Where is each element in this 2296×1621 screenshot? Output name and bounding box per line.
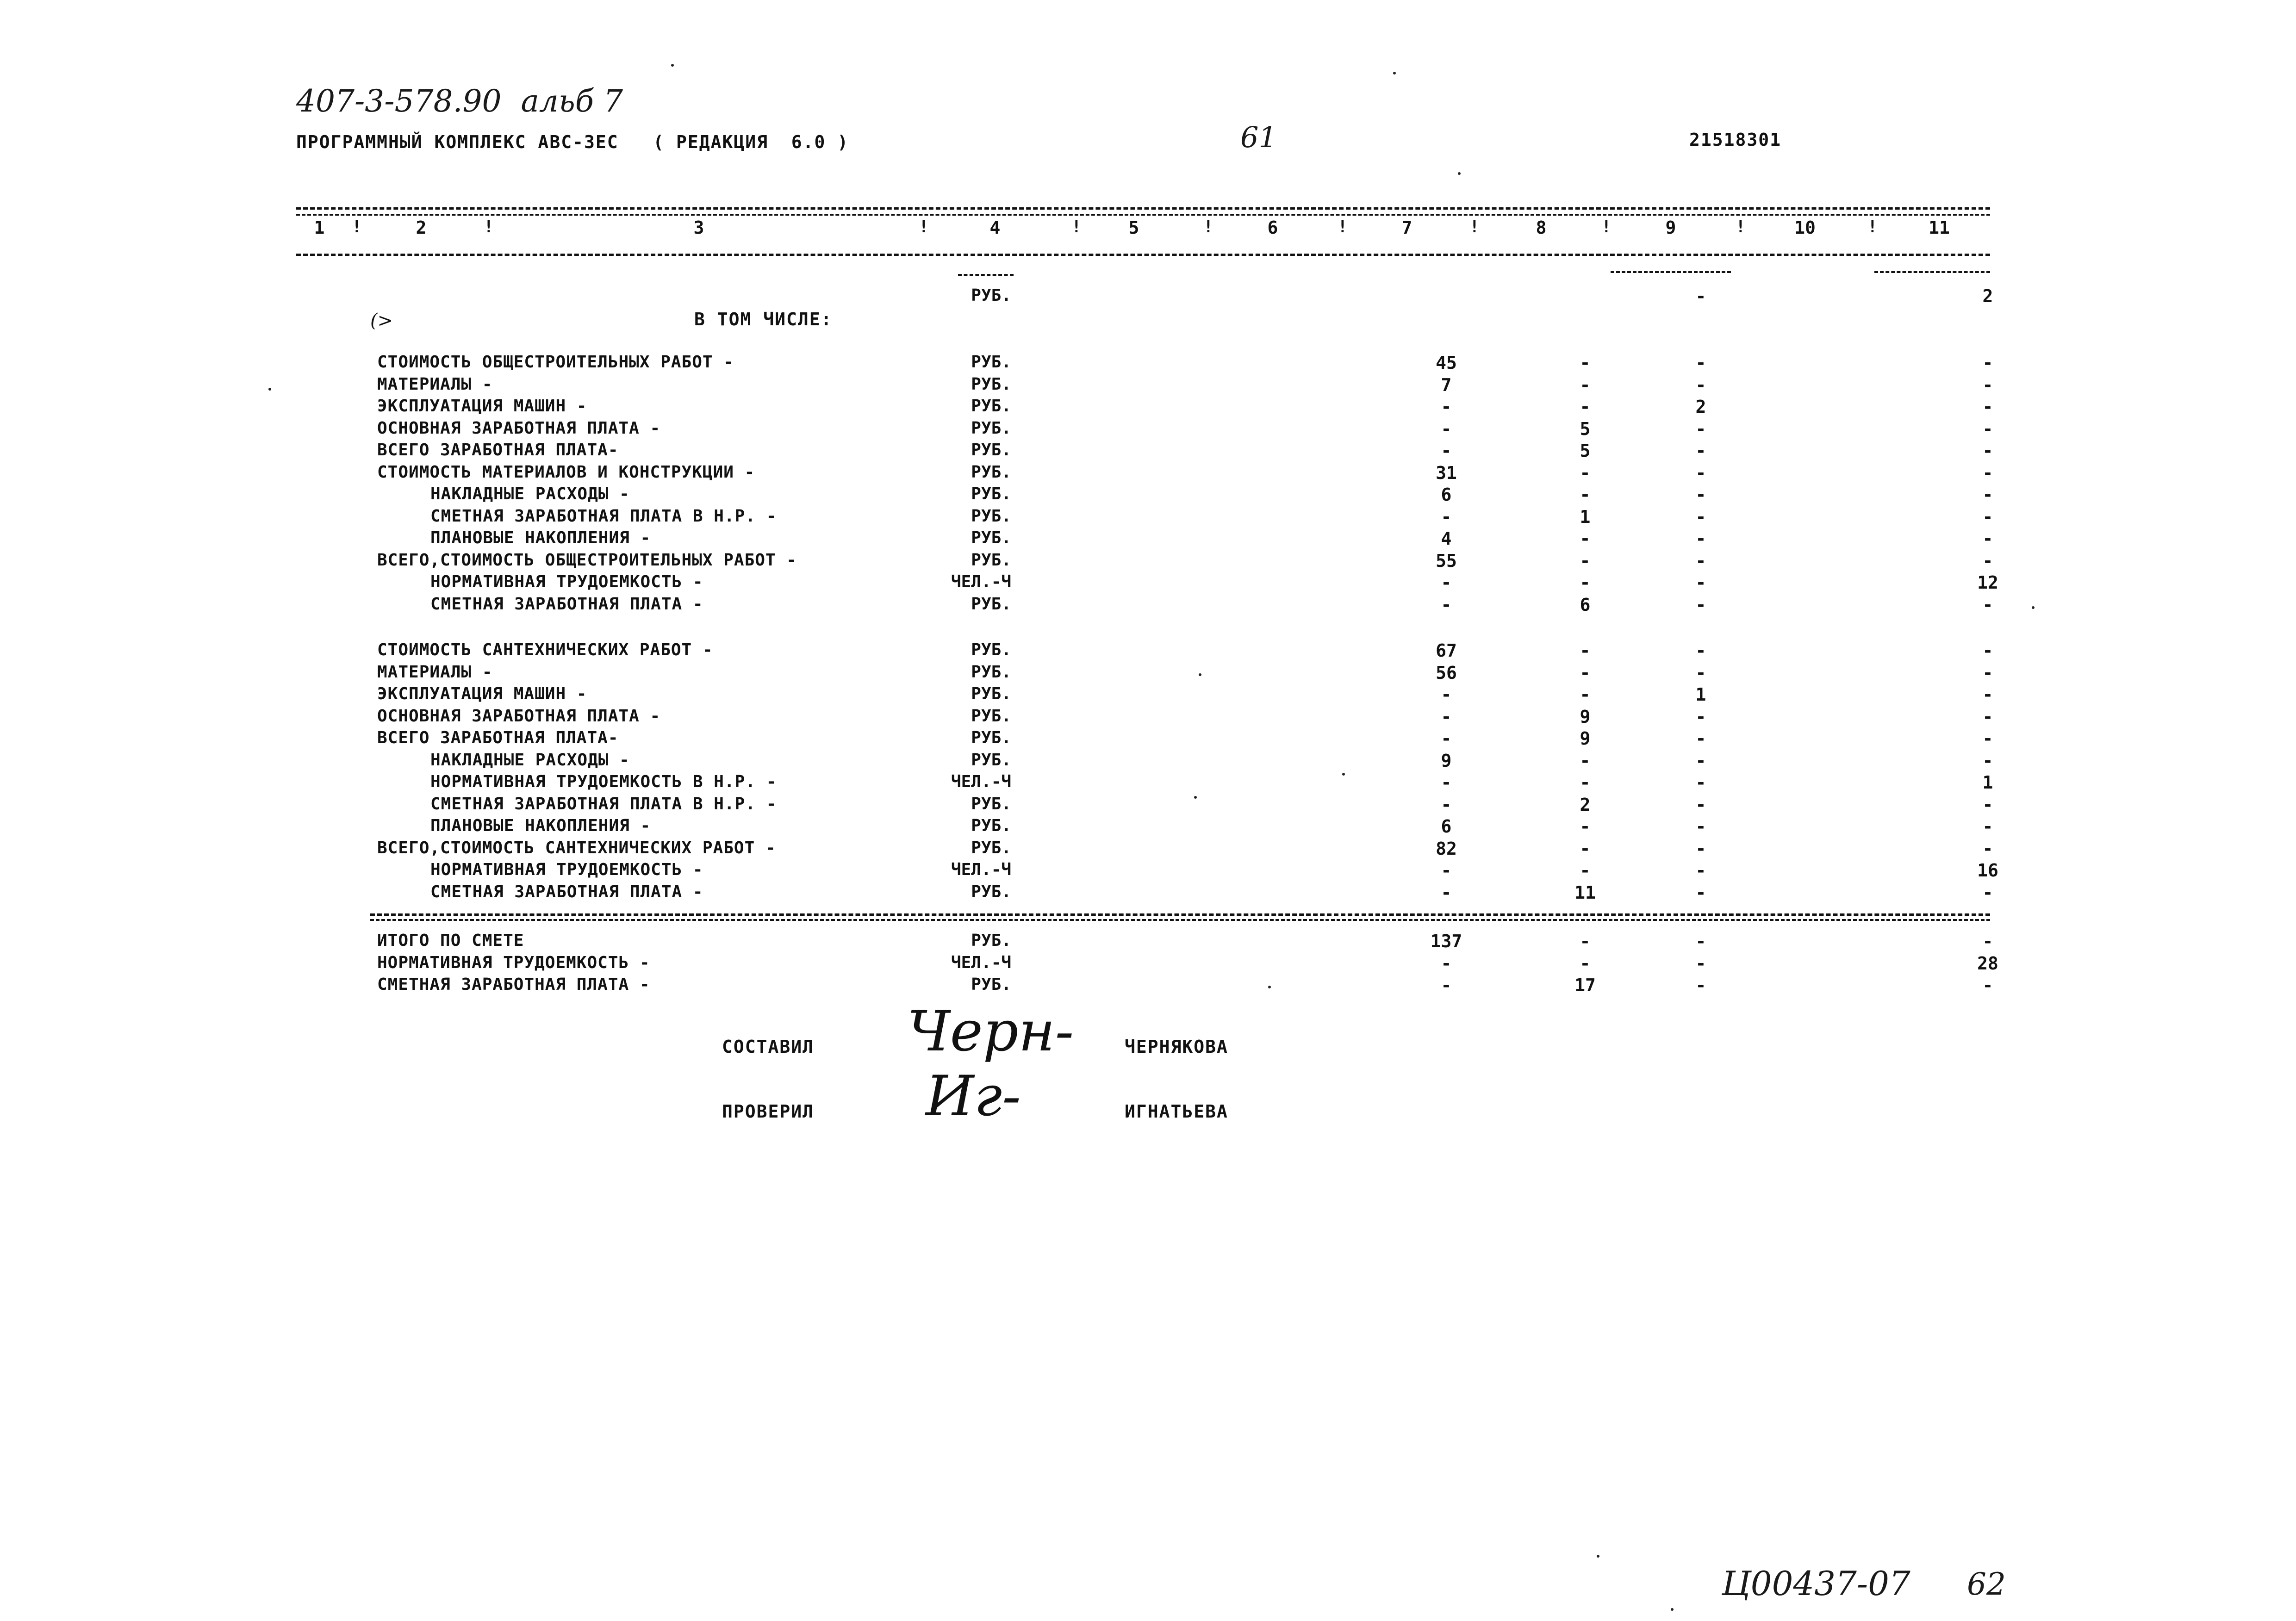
scan-speck xyxy=(1671,1608,1674,1611)
row-value-col11: 16 xyxy=(1977,860,1998,881)
row-value-col7: - xyxy=(1441,882,1452,903)
row-unit: ЧЕЛ.-Ч xyxy=(951,772,1011,791)
row-unit: РУБ. xyxy=(971,838,1011,857)
scan-speck xyxy=(1393,72,1396,75)
row-value-col8: - xyxy=(1580,484,1591,505)
in-that-number-label: В ТОМ ЧИСЛЕ: xyxy=(694,309,833,329)
handwritten-album-stamp: 407-3-578.90 альб 7 xyxy=(296,83,623,119)
row-value-col9: - xyxy=(1695,441,1706,461)
row-value-col9: - xyxy=(1695,506,1706,527)
row-value-col8: - xyxy=(1580,838,1591,859)
row-unit: РУБ. xyxy=(971,418,1011,438)
row-value-col9: - xyxy=(1695,374,1706,395)
row-unit: РУБ. xyxy=(971,594,1011,614)
row-value-col11: - xyxy=(1982,706,1993,727)
row-value-col7: 55 xyxy=(1436,550,1457,571)
col-sep: ! xyxy=(1203,217,1213,236)
row-value-col8: - xyxy=(1580,528,1591,549)
row-value-col7: - xyxy=(1441,728,1452,749)
row-unit: РУБ. xyxy=(971,462,1011,482)
row-label: НОРМАТИВНАЯ ТРУДОЕМКОСТЬ - xyxy=(430,572,703,591)
col-sep: ! xyxy=(1338,217,1348,236)
table-top-rule-2 xyxy=(296,214,1990,216)
row-value-col7: - xyxy=(1441,441,1452,461)
row-label: ЭКСПЛУАТАЦИЯ МАШИН - xyxy=(377,397,587,416)
row-value-col11: - xyxy=(1982,838,1993,859)
row-unit: РУБ. xyxy=(971,684,1011,703)
compiled-by-label: СОСТАВИЛ xyxy=(722,1037,815,1057)
row-value-col9: - xyxy=(1695,353,1706,373)
col-num-10: 10 xyxy=(1794,217,1816,238)
row-value-col9: - xyxy=(1695,794,1706,815)
col-num-11: 11 xyxy=(1929,217,1950,238)
row-value-col9: - xyxy=(1695,975,1706,995)
row-value-col9: - xyxy=(1695,750,1706,771)
row-unit: РУБ. xyxy=(971,528,1011,547)
row-value-col9: - xyxy=(1695,838,1706,859)
row-value-col7: - xyxy=(1441,772,1452,793)
row-value-col9: - xyxy=(1695,662,1706,683)
row-value-col9: - xyxy=(1695,728,1706,749)
row-value-col7: - xyxy=(1441,706,1452,727)
row-value-col7: - xyxy=(1441,572,1452,593)
row-value-col9: - xyxy=(1695,953,1706,974)
col-sep: ! xyxy=(1601,217,1612,236)
row-value-col7: 9 xyxy=(1441,750,1452,771)
row-value-col7: - xyxy=(1441,953,1452,974)
row-label: СМЕТНАЯ ЗАРАБОТНАЯ ПЛАТА - xyxy=(430,882,703,901)
table-row xyxy=(0,707,2296,728)
row-value-col11: - xyxy=(1982,484,1993,505)
table-row xyxy=(0,528,2296,550)
row-unit: РУБ. xyxy=(971,397,1011,416)
row-unit: РУБ. xyxy=(971,882,1011,901)
checked-by-label: ПРОВЕРИЛ xyxy=(722,1101,815,1122)
table-row xyxy=(0,838,2296,860)
row-value-col9: - xyxy=(1695,772,1706,793)
handwritten-footer-page: 62 xyxy=(1967,1566,2006,1602)
row-value-col11: 12 xyxy=(1977,572,1998,593)
col-num-9: 9 xyxy=(1665,217,1676,238)
row-value-col8: - xyxy=(1580,462,1591,483)
table-row xyxy=(0,640,2296,662)
col-num-4: 4 xyxy=(989,217,1001,238)
row-label: НОРМАТИВНАЯ ТРУДОЕМКОСТЬ В Н.Р. - xyxy=(430,772,777,791)
scan-speck xyxy=(1342,773,1345,776)
row-unit: РУБ. xyxy=(971,484,1011,503)
table-row xyxy=(0,795,2296,816)
row-value-col8: 6 xyxy=(1580,594,1591,615)
scribble-mark: (> xyxy=(370,310,393,331)
row-unit: РУБ. xyxy=(971,374,1011,394)
table-row xyxy=(0,684,2296,706)
checked-by-signature: Иг- xyxy=(926,1064,1021,1129)
col11-subrule xyxy=(1874,271,1990,273)
row-value-col9: - xyxy=(1695,706,1706,727)
row-label: ОСНОВНАЯ ЗАРАБОТНАЯ ПЛАТА - xyxy=(377,418,661,438)
table-row xyxy=(0,595,2296,616)
col-num-6: 6 xyxy=(1267,217,1278,238)
program-title: ПРОГРАММНЫЙ КОМПЛЕКС АВС-3ЕС ( РЕДАКЦИЯ 6.0 ) xyxy=(296,132,849,152)
row-value-col11: - xyxy=(1982,506,1993,527)
row-value-col8: 17 xyxy=(1574,975,1596,995)
row-value-col8: - xyxy=(1580,684,1591,705)
row-value-col11: - xyxy=(1982,528,1993,549)
row-value-col7: 82 xyxy=(1436,838,1457,859)
row-unit: РУБ. xyxy=(971,975,1011,994)
col-sep: ! xyxy=(1071,217,1082,236)
row-unit: РУБ. xyxy=(971,550,1011,570)
row-value-col8: 5 xyxy=(1580,441,1591,461)
table-header-bottom-rule xyxy=(296,254,1990,256)
table-row xyxy=(0,551,2296,572)
row-value-col8: - xyxy=(1580,816,1591,837)
row-label: НОРМАТИВНАЯ ТРУДОЕМКОСТЬ - xyxy=(377,953,650,972)
row-value-col9: - xyxy=(1695,286,1706,306)
col-sep: ! xyxy=(484,217,494,236)
table-row-top xyxy=(0,286,2296,307)
row-value-col9: 2 xyxy=(1695,397,1706,417)
row-label: СТОИМОСТЬ ОБЩЕСТРОИТЕЛЬНЫХ РАБОТ - xyxy=(377,353,734,372)
row-label: СТОИМОСТЬ МАТЕРИАЛОВ И КОНСТРУКЦИИ - xyxy=(377,462,755,482)
row-unit: РУБ. xyxy=(971,794,1011,814)
scan-speck xyxy=(671,64,674,67)
row-value-col11: - xyxy=(1982,728,1993,749)
row-unit: ЧЕЛ.-Ч xyxy=(951,572,1011,591)
row-value-col7: 45 xyxy=(1436,353,1457,373)
row-value-col8: - xyxy=(1580,640,1591,661)
row-label: ПЛАНОВЫЕ НАКОПЛЕНИЯ - xyxy=(430,528,651,547)
row-label: ПЛАНОВЫЕ НАКОПЛЕНИЯ - xyxy=(430,816,651,835)
row-unit: РУБ. xyxy=(971,750,1011,770)
row-unit: РУБ. xyxy=(971,286,1011,305)
table-row xyxy=(0,484,2296,506)
row-value-col7: 6 xyxy=(1441,484,1452,505)
compiled-by-signature: Черн- xyxy=(907,1000,1074,1064)
row-unit: РУБ. xyxy=(971,728,1011,747)
row-value-col9: - xyxy=(1695,816,1706,837)
row-value-col9: - xyxy=(1695,860,1706,881)
compiled-by-name: ЧЕРНЯКОВА xyxy=(1125,1037,1228,1057)
row-value-col9: - xyxy=(1695,572,1706,593)
row-value-col9: - xyxy=(1695,931,1706,951)
row-value-col11: - xyxy=(1982,462,1993,483)
row-value-col9: - xyxy=(1695,418,1706,439)
scan-speck xyxy=(1194,796,1197,799)
row-label: ЭКСПЛУАТАЦИЯ МАШИН - xyxy=(377,684,587,703)
table-row xyxy=(0,463,2296,484)
col-sep: ! xyxy=(352,217,362,236)
row-value-col7: - xyxy=(1441,794,1452,815)
row-value-col8: - xyxy=(1580,353,1591,373)
row-value-col8: 5 xyxy=(1580,418,1591,439)
table-row xyxy=(0,751,2296,772)
col-num-3: 3 xyxy=(693,217,704,238)
row-value-col11: 2 xyxy=(1982,286,1993,306)
row-value-col11: - xyxy=(1982,750,1993,771)
totals-top-rule-2 xyxy=(370,919,1990,921)
row-value-col7: - xyxy=(1441,418,1452,439)
table-row xyxy=(0,419,2296,440)
table-row xyxy=(0,397,2296,418)
col-num-7: 7 xyxy=(1401,217,1412,238)
row-value-col8: - xyxy=(1580,750,1591,771)
handwritten-footer-stamp: Ц00437-07 xyxy=(1722,1564,1910,1603)
row-value-col11: 28 xyxy=(1977,953,1998,974)
table-row xyxy=(0,353,2296,374)
row-label: ИТОГО ПО СМЕТЕ xyxy=(377,931,524,950)
row-value-col7: - xyxy=(1441,860,1452,881)
row-value-col8: - xyxy=(1580,860,1591,881)
table-row xyxy=(0,572,2296,594)
row-value-col11: - xyxy=(1982,662,1993,683)
row-value-col11: - xyxy=(1982,353,1993,373)
table-row xyxy=(0,882,2296,904)
scan-speck xyxy=(268,388,271,391)
row-label: ВСЕГО,СТОИМОСТЬ САНТЕХНИЧЕСКИХ РАБОТ - xyxy=(377,838,776,857)
row-value-col11: - xyxy=(1982,640,1993,661)
col-sep: ! xyxy=(919,217,929,236)
row-label: СТОИМОСТЬ САНТЕХНИЧЕСКИХ РАБОТ - xyxy=(377,640,713,659)
col-num-2: 2 xyxy=(416,217,427,238)
col-sep: ! xyxy=(1736,217,1746,236)
table-row xyxy=(0,816,2296,838)
table-row xyxy=(0,728,2296,750)
table-row xyxy=(0,860,2296,882)
table-row xyxy=(0,975,2296,996)
row-value-col8: 2 xyxy=(1580,794,1591,815)
row-value-col11: - xyxy=(1982,794,1993,815)
row-value-col9: - xyxy=(1695,462,1706,483)
row-unit: РУБ. xyxy=(971,506,1011,526)
table-row xyxy=(0,663,2296,684)
table-row xyxy=(0,953,2296,975)
row-value-col9: - xyxy=(1695,594,1706,615)
row-value-col8: - xyxy=(1580,953,1591,974)
row-value-col8: - xyxy=(1580,772,1591,793)
col-num-1: 1 xyxy=(314,217,325,238)
scan-speck xyxy=(1458,172,1461,175)
row-unit: РУБ. xyxy=(971,816,1011,835)
row-label: ОСНОВНАЯ ЗАРАБОТНАЯ ПЛАТА - xyxy=(377,706,661,726)
row-label: СМЕТНАЯ ЗАРАБОТНАЯ ПЛАТА - xyxy=(430,594,703,614)
row-label: СМЕТНАЯ ЗАРАБОТНАЯ ПЛАТА В Н.Р. - xyxy=(430,506,777,526)
row-unit: РУБ. xyxy=(971,706,1011,726)
row-value-col11: - xyxy=(1982,441,1993,461)
table-row xyxy=(0,507,2296,528)
row-unit: РУБ. xyxy=(971,353,1011,372)
row-value-col11: - xyxy=(1982,418,1993,439)
row-value-col8: - xyxy=(1580,572,1591,593)
row-value-col11: - xyxy=(1982,397,1993,417)
row-unit: ЧЕЛ.-Ч xyxy=(951,953,1011,972)
page-number-top: 61 xyxy=(1240,120,1277,154)
row-value-col9: - xyxy=(1695,528,1706,549)
row-value-col7: - xyxy=(1441,397,1452,417)
row-label: НАКЛАДНЫЕ РАСХОДЫ - xyxy=(430,750,630,770)
checked-by-name: ИГНАТЬЕВА xyxy=(1125,1101,1228,1122)
row-value-col11: - xyxy=(1982,374,1993,395)
row-value-col7: 67 xyxy=(1436,640,1457,661)
unit-subrule xyxy=(958,274,1014,276)
scan-speck xyxy=(1268,986,1271,988)
row-value-col7: - xyxy=(1441,594,1452,615)
row-value-col8: - xyxy=(1580,397,1591,417)
row-value-col11: - xyxy=(1982,816,1993,837)
row-label: НОРМАТИВНАЯ ТРУДОЕМКОСТЬ - xyxy=(430,860,703,879)
row-value-col11: 1 xyxy=(1982,772,1993,793)
row-label: СМЕТНАЯ ЗАРАБОТНАЯ ПЛАТА В Н.Р. - xyxy=(430,794,777,814)
row-value-col11: - xyxy=(1982,550,1993,571)
row-unit: РУБ. xyxy=(971,640,1011,659)
col9-subrule xyxy=(1611,271,1731,273)
row-value-col8: - xyxy=(1580,662,1591,683)
row-label: ВСЕГО ЗАРАБОТНАЯ ПЛАТА- xyxy=(377,728,619,747)
row-value-col8: 11 xyxy=(1574,882,1596,903)
col-sep: ! xyxy=(1867,217,1878,236)
row-value-col11: - xyxy=(1982,931,1993,951)
row-unit: РУБ. xyxy=(971,662,1011,682)
row-value-col11: - xyxy=(1982,594,1993,615)
row-value-col7: 6 xyxy=(1441,816,1452,837)
row-value-col7: 7 xyxy=(1441,374,1452,395)
row-label: ВСЕГО,СТОИМОСТЬ ОБЩЕСТРОИТЕЛЬНЫХ РАБОТ - xyxy=(377,550,797,570)
row-value-col8: - xyxy=(1580,374,1591,395)
row-value-col9: - xyxy=(1695,882,1706,903)
scan-speck xyxy=(1597,1555,1599,1558)
totals-top-rule xyxy=(370,913,1990,916)
col-sep: ! xyxy=(1469,217,1480,236)
row-value-col9: - xyxy=(1695,550,1706,571)
row-label: МАТЕРИАЛЫ - xyxy=(377,662,493,682)
table-row xyxy=(0,931,2296,952)
scan-speck xyxy=(1199,673,1201,676)
row-value-col8: 9 xyxy=(1580,728,1591,749)
row-value-col7: - xyxy=(1441,506,1452,527)
table-top-rule xyxy=(296,207,1990,210)
table-row xyxy=(0,772,2296,794)
row-label: МАТЕРИАЛЫ - xyxy=(377,374,493,394)
row-label: ВСЕГО ЗАРАБОТНАЯ ПЛАТА- xyxy=(377,441,619,460)
row-value-col11: - xyxy=(1982,684,1993,705)
row-value-col7: 31 xyxy=(1436,462,1457,483)
row-value-col7: 137 xyxy=(1430,931,1462,951)
table-row xyxy=(0,441,2296,462)
scan-speck xyxy=(2032,606,2035,609)
row-value-col8: - xyxy=(1580,931,1591,951)
row-label: НАКЛАДНЫЕ РАСХОДЫ - xyxy=(430,484,630,503)
row-value-col9: - xyxy=(1695,640,1706,661)
row-value-col7: 4 xyxy=(1441,528,1452,549)
row-value-col7: 56 xyxy=(1436,662,1457,683)
row-value-col8: - xyxy=(1580,550,1591,571)
row-unit: РУБ. xyxy=(971,441,1011,460)
row-unit: РУБ. xyxy=(971,931,1011,950)
table-row xyxy=(0,375,2296,396)
document-code: 21518301 xyxy=(1689,130,1782,150)
row-value-col7: - xyxy=(1441,975,1452,995)
row-value-col9: 1 xyxy=(1695,684,1706,705)
col-num-8: 8 xyxy=(1536,217,1547,238)
row-unit: ЧЕЛ.-Ч xyxy=(951,860,1011,879)
row-value-col9: - xyxy=(1695,484,1706,505)
row-value-col8: 1 xyxy=(1580,506,1591,527)
row-value-col8: 9 xyxy=(1580,706,1591,727)
row-label: СМЕТНАЯ ЗАРАБОТНАЯ ПЛАТА - xyxy=(377,975,650,994)
row-value-col11: - xyxy=(1982,882,1993,903)
row-value-col11: - xyxy=(1982,975,1993,995)
row-value-col7: - xyxy=(1441,684,1452,705)
col-num-5: 5 xyxy=(1128,217,1139,238)
